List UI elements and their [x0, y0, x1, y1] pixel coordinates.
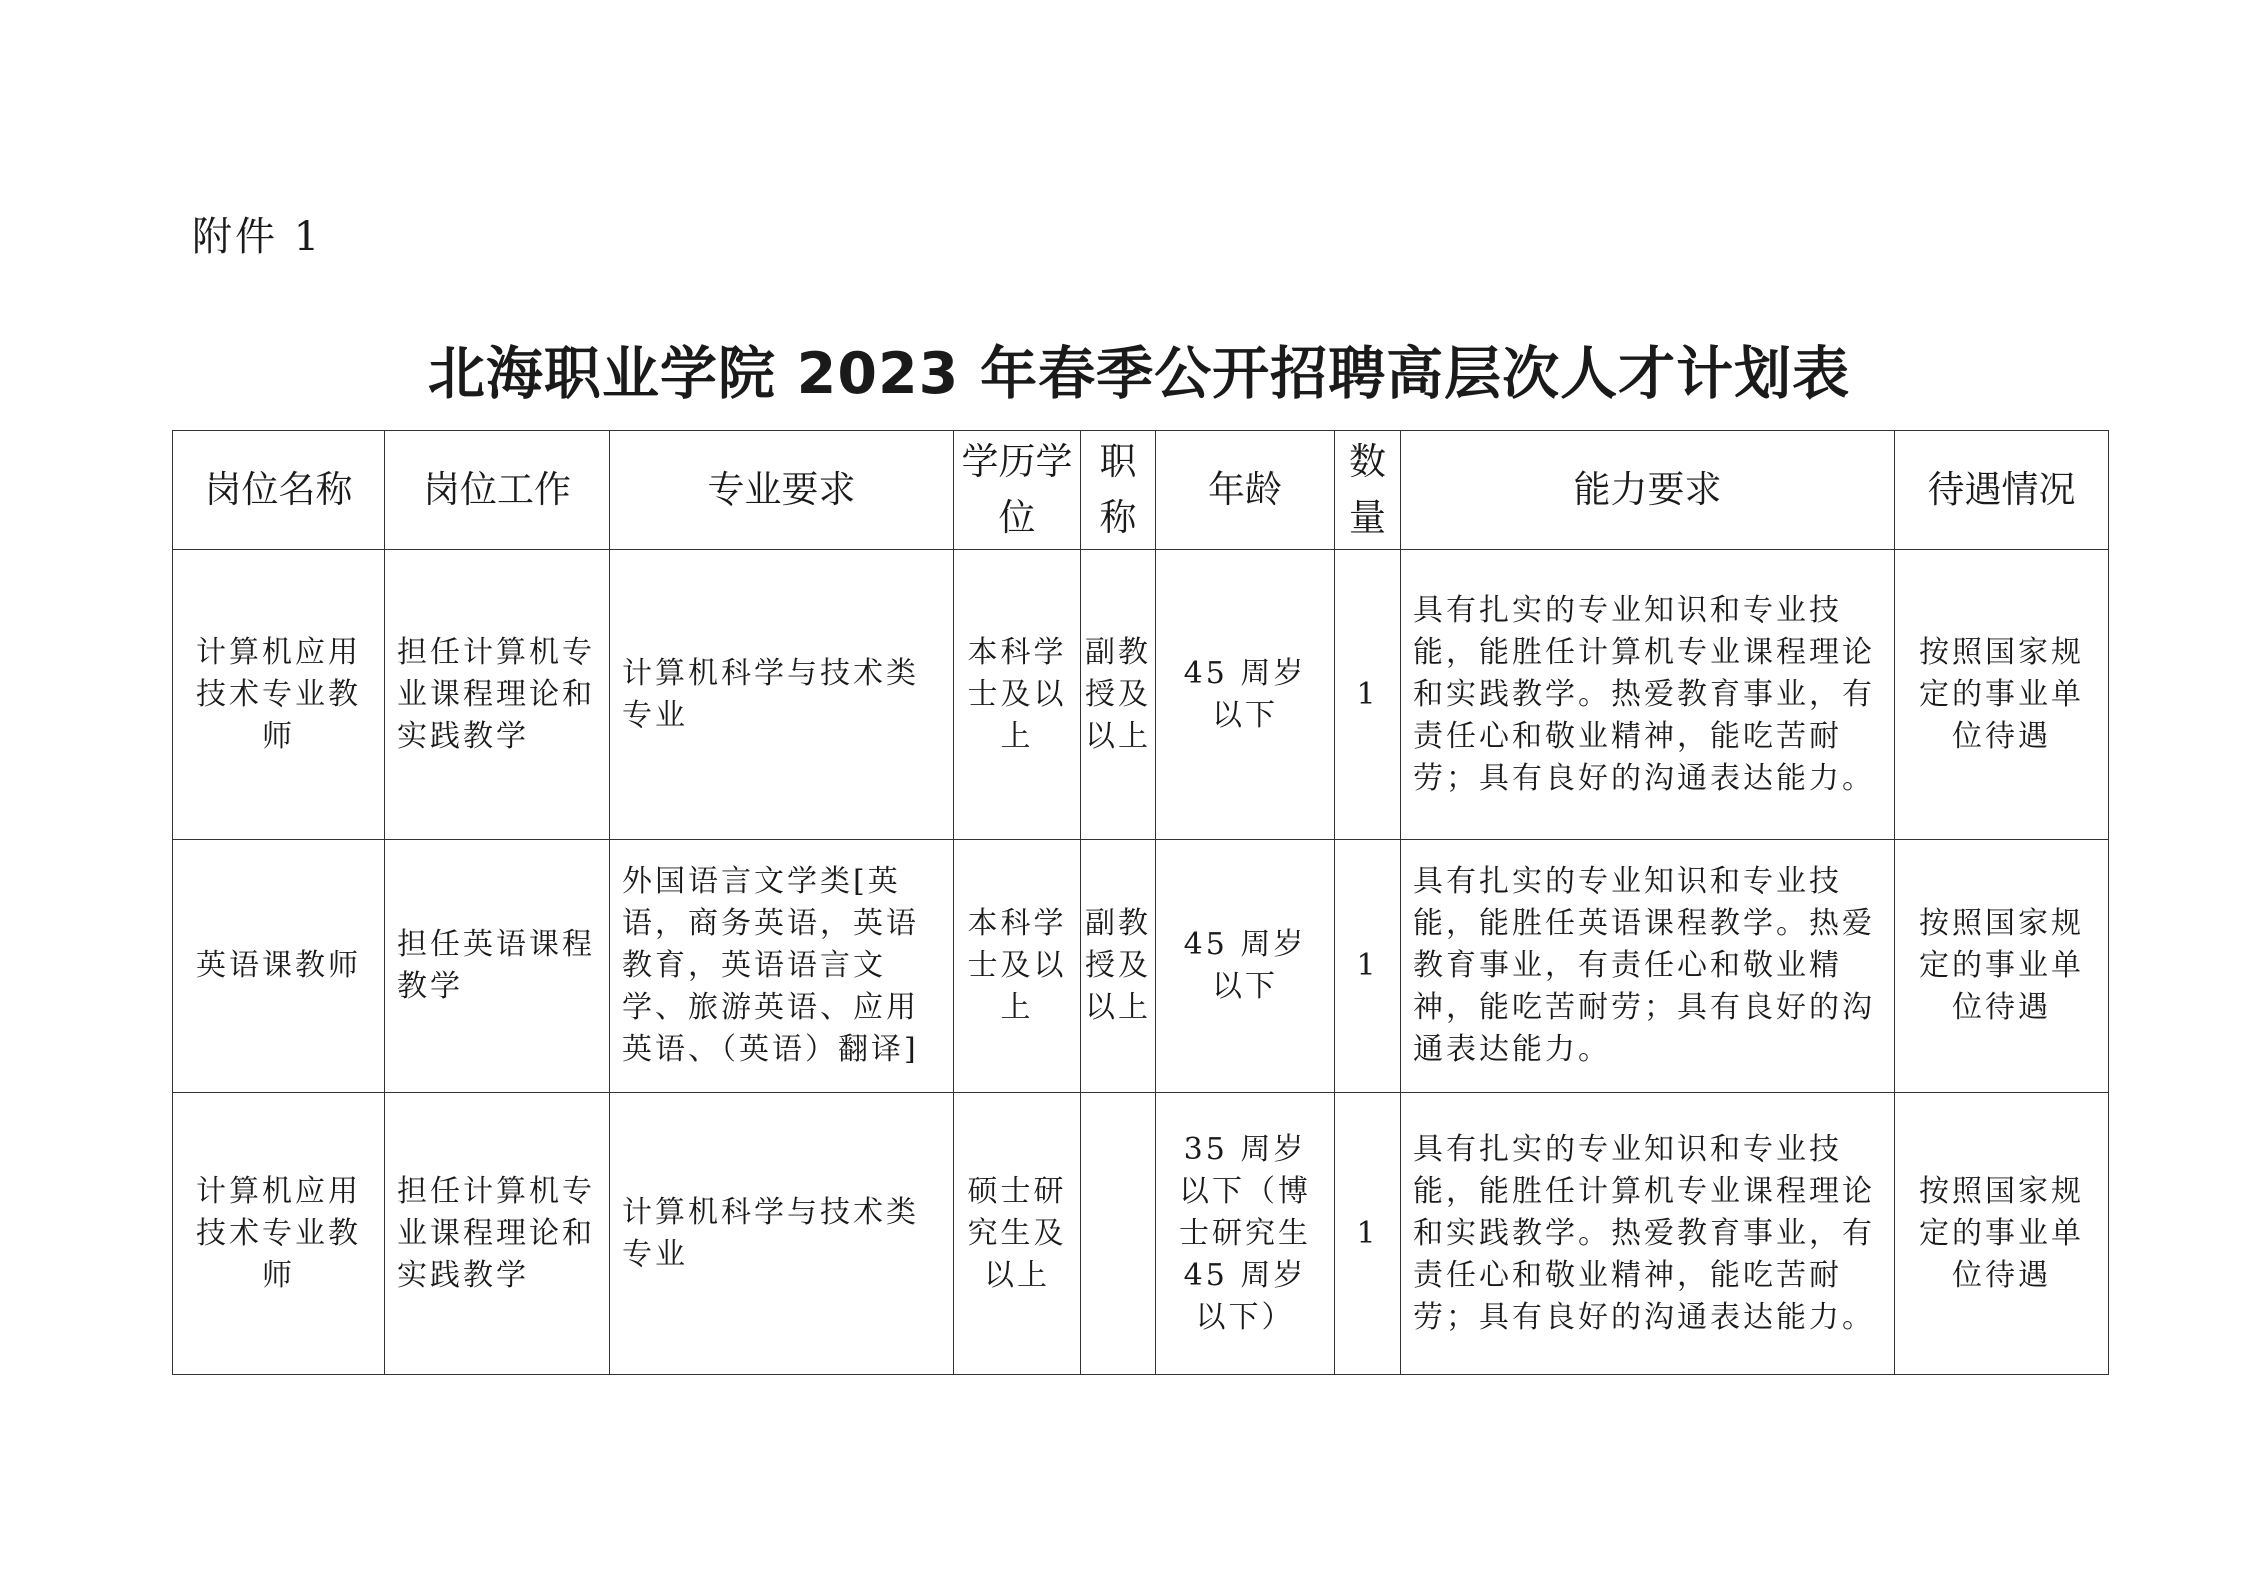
- cell-age: 35 周岁以下（博士研究生 45 周岁以下）: [1156, 1093, 1335, 1375]
- header-duty: 岗位工作: [385, 431, 610, 550]
- cell-degree: 本科学士及以上: [954, 550, 1081, 840]
- cell-title: [1081, 1093, 1156, 1375]
- table-row: [173, 550, 2109, 840]
- cell-treatment: 按照国家规定的事业单位待遇: [1895, 550, 2109, 840]
- header-count: 数量: [1335, 431, 1401, 550]
- header-age: 年龄: [1156, 431, 1335, 550]
- cell-title-text: 副教授及以上: [1085, 634, 1151, 754]
- cell-count: 1: [1335, 1093, 1401, 1375]
- cell-title: [1081, 840, 1156, 1093]
- cell-ability: 具有扎实的专业知识和专业技能，能胜任计算机专业课程理论和实践教学。热爱教育事业，有责任心和敬业精神，能吃苦耐劳；具有良好的沟通表达能力。: [1401, 550, 1895, 840]
- cell-position: 计算机应用技术专业教师: [173, 550, 385, 840]
- attachment-label: 附件 1: [192, 214, 323, 260]
- header-row: [173, 431, 2109, 550]
- cell-count: 1: [1335, 840, 1401, 1093]
- page-title: 北海职业学院 2023 年春季公开招聘高层次人才计划表: [427, 341, 1851, 407]
- cell-title-text: 副教授及以上: [1085, 906, 1151, 1025]
- cell-position: 计算机应用技术专业教师: [173, 1093, 385, 1375]
- cell-degree: 硕士研究生及以上: [954, 1093, 1081, 1375]
- header-ability: 能力要求: [1401, 431, 1895, 550]
- table-row: [173, 840, 2109, 1093]
- cell-major: 计算机科学与技术类专业: [610, 550, 954, 840]
- header-position: 岗位名称: [173, 431, 385, 550]
- cell-treatment: 按照国家规定的事业单位待遇: [1895, 840, 2109, 1093]
- cell-age: 45 周岁以下: [1156, 550, 1335, 840]
- cell-count: 1: [1335, 550, 1401, 840]
- table-row: [173, 1093, 2109, 1375]
- cell-age: 45 周岁以下: [1156, 840, 1335, 1093]
- header-major: 专业要求: [610, 431, 954, 550]
- cell-major: 计算机科学与技术类专业: [610, 1093, 954, 1375]
- header-treatment: 待遇情况: [1895, 431, 2109, 550]
- cell-ability: 具有扎实的专业知识和专业技能，能胜任计算机专业课程理论和实践教学。热爱教育事业，有责任心和敬业精神，能吃苦耐劳；具有良好的沟通表达能力。: [1401, 1093, 1895, 1375]
- cell-position: 英语课教师: [173, 840, 385, 1093]
- recruitment-plan-table: [172, 430, 2109, 1375]
- header-degree: 学历学位: [954, 431, 1081, 550]
- cell-major: 外国语言文学类[英语，商务英语，英语教育，英语语言文学、旅游英语、应用英语、（英语）翻译]: [610, 840, 954, 1093]
- cell-ability: 具有扎实的专业知识和专业技能，能胜任英语课程教学。热爱教育事业，有责任心和敬业精神，能吃苦耐劳；具有良好的沟通表达能力。: [1401, 840, 1895, 1093]
- header-title: 职称: [1081, 431, 1156, 550]
- cell-duty: 担任计算机专业课程理论和实践教学: [385, 550, 610, 840]
- cell-duty: 担任英语课程教学: [385, 840, 610, 1093]
- cell-title: [1081, 550, 1156, 840]
- cell-duty: 担任计算机专业课程理论和实践教学: [385, 1093, 610, 1375]
- cell-degree: 本科学士及以上: [954, 840, 1081, 1093]
- cell-treatment: 按照国家规定的事业单位待遇: [1895, 1093, 2109, 1375]
